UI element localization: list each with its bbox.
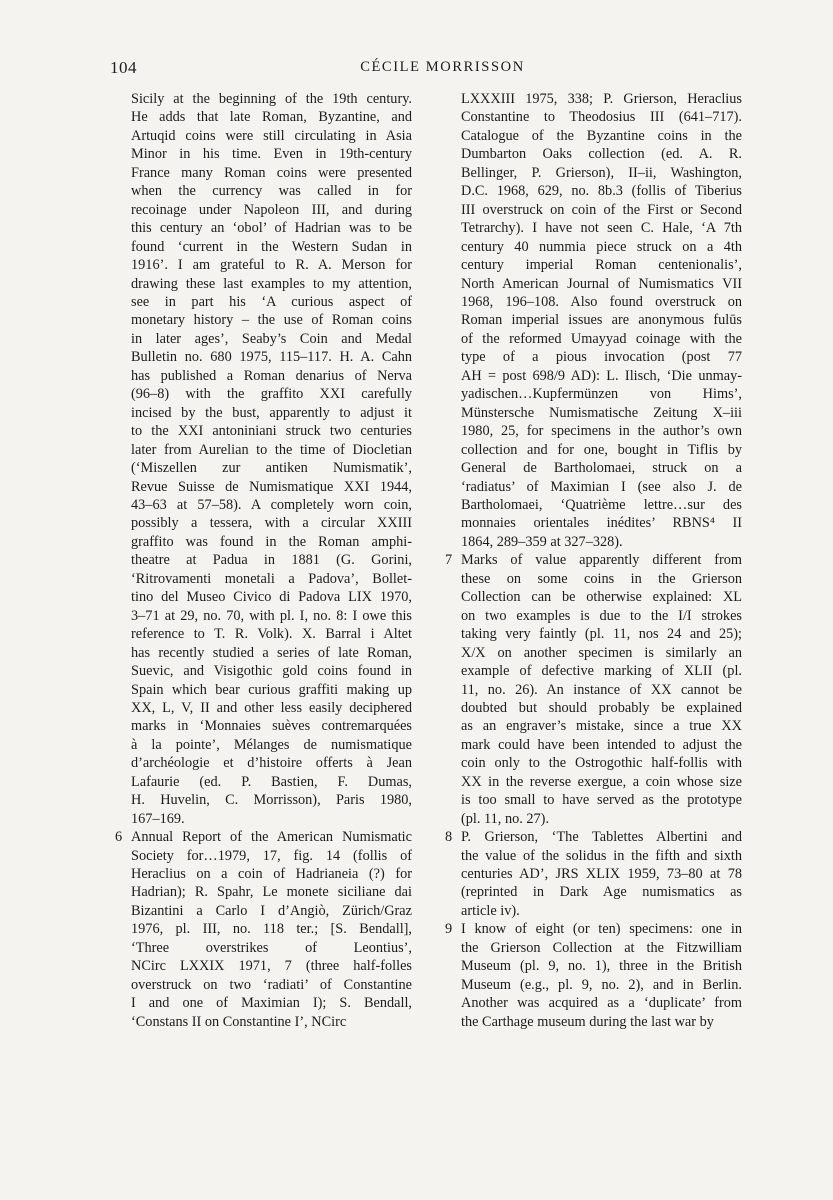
text-line: (96–8) with the graffito XXI carefully (131, 386, 412, 403)
text-line: the Grierson Collection at the Fitzwilliam (461, 939, 742, 956)
text-line: when the currency was called in for (131, 183, 412, 200)
text-line: example of defective marking of XLII (pl. (461, 663, 742, 680)
text-line: P. Grierson, ‘The Tablettes Albertini and (461, 829, 742, 846)
text-line: in later ages’, Seaby’s Coin and Medal (131, 330, 412, 347)
text-line: of the reformed Umayyad coinage with the (461, 330, 742, 347)
left-column (115, 90, 412, 1031)
text-line: later from Aurelian to the time of Diocletian (131, 441, 412, 458)
text-line: Sicily at the beginning of the 19th century. (131, 91, 412, 107)
footnote-number: 9 (445, 921, 453, 938)
text-line: the value of the solidus in the fifth and sixth (461, 847, 742, 864)
running-head (110, 58, 775, 82)
footnote-6 (115, 828, 412, 1031)
text-line: to the XXI antoniniani struck two centuries (131, 423, 412, 440)
footnote-text (461, 920, 742, 1031)
text-line: recoinage under Napoleon III, and during (131, 201, 412, 218)
page-number: 104 (110, 58, 137, 77)
text-line: see in part his ‘A curious aspect of (131, 293, 412, 310)
text-line: mark could have been intended to adjust the (461, 736, 742, 753)
text-line: marks in ‘Monnaies suèves contremarquées (131, 718, 412, 735)
text-line: ‘Three overstrikes of Leontius’, (131, 939, 412, 956)
text-line: 1976, pl. III, no. 118 ter.; [S. Bendall], (131, 921, 412, 938)
text-line: as an engraver’s mistake, since a true XX (461, 718, 742, 735)
text-line: on two examples is due to the I/I strokes (461, 607, 742, 624)
text-line: Annual Report of the American Numismatic (131, 829, 412, 846)
text-line: these on some coins in the Grierson (461, 570, 742, 587)
text-line: Lafaurie (ed. P. Bastien, F. Dumas, (131, 773, 412, 790)
text-line: Marks of value apparently different from (461, 552, 742, 569)
text-line: Museum (pl. 9, no. 1), three in the British (461, 958, 742, 975)
text-line: ‘Ritrovamenti monetali a Padova’, Bollet- (131, 570, 412, 587)
text-line: monnaies orientales inédites’ RBNS⁴ II (461, 515, 742, 532)
running-title: CÉCILE MORRISSON (360, 59, 525, 75)
text-line: century 40 nummia piece struck on a 4th (461, 238, 742, 255)
text-line: I know of eight (or ten) specimens: one in (461, 921, 742, 938)
text-line: Catalogue of the Byzantine coins in the (461, 127, 742, 144)
text-line: has published a Roman denarius of Nerva (131, 367, 412, 384)
text-line: reference to T. R. Volk). X. Barral i Altet (131, 626, 412, 643)
text-line: ‘radiatus’ of Maximian I (see also J. de (461, 478, 742, 495)
text-line: XX, L, V, II and other less easily deciphered (131, 699, 412, 716)
text-line: possibly a tessera, with a circular XXIII (131, 515, 412, 532)
text-line: has recently studied a series of late Roman, (131, 644, 412, 661)
text-line: 1864, 289–359 at 327–328). (461, 533, 623, 550)
text-line: Bartholomaei, ‘Quatrième lettre…sur des (461, 496, 742, 513)
text-line: D.C. 1968, 629, no. 8b.3 (follis of Tiberius (461, 183, 742, 200)
text-line: taking very faintly (pl. 11, nos 24 and 25); (461, 626, 742, 643)
text-line: AH = post 698/9 AD): L. Ilisch, ‘Die unmay- (461, 367, 742, 384)
text-line: collection and for one, bought in Tiflis by (461, 441, 742, 458)
text-line: Minor in his time. Even in 19th-century (131, 146, 412, 163)
text-line: centuries AD’, JRS XLIX 1959, 73–80 at 78 (461, 866, 742, 883)
text-line: the Carthage museum during the last war by (461, 1013, 714, 1030)
text-line: NCirc LXXIX 1971, 7 (three half-folles (131, 958, 412, 975)
text-line: graffito was found in the Roman amphi- (131, 533, 412, 550)
text-line: theatre at Padua in 1881 (G. Gorini, (131, 552, 412, 569)
text-line: article iv). (461, 902, 520, 919)
right-column (445, 90, 742, 1031)
footnote-8 (445, 828, 742, 920)
text-line: North American Journal of Numismatics VII (461, 275, 742, 292)
text-line: France many Roman coins were presented (131, 164, 412, 181)
text-line: XX in the reverse exergue, a coin whose size (461, 773, 742, 790)
text-line: 1968, 196–108. Also found overstruck on (461, 293, 742, 310)
text-line: Another was acquired as a ‘duplicate’ from (461, 995, 742, 1012)
footnote-7 (445, 551, 742, 828)
text-line: à la pointe’, Mélanges de numismatique (131, 736, 412, 753)
text-line: Suevic, and Visigothic gold coins found in (131, 663, 412, 680)
text-line: 43–63 at 57–58). A completely worn coin, (131, 496, 412, 513)
text-line: Bulletin no. 680 1975, 115–117. H. A. Cahn (131, 349, 412, 366)
text-line: Revue Suisse de Numismatique XXI 1944, (131, 478, 412, 495)
text-line: Heraclius on a coin of Hadrianeia (?) for (131, 866, 412, 883)
text-line: Münstersche Numismatische Zeitung X–iii (461, 404, 742, 421)
text-line: Tetrarchy). I have not seen C. Hale, ‘A 7th (461, 220, 742, 237)
text-line: 167–169. (131, 810, 185, 827)
text-line: Bizantini a Carlo I d’Angiò, Zürich/Graz (131, 902, 412, 919)
note-5-continuation (131, 90, 412, 828)
text-line: H. Huvelin, C. Morrisson), Paris 1980, (131, 792, 412, 809)
text-line: Collection can be otherwise explained: XL (461, 589, 742, 606)
text-line: Bellinger, P. Grierson), II–ii, Washington, (461, 164, 742, 181)
text-line: ‘Constans II on Constantine I’, NCirc (131, 1013, 347, 1030)
text-line: Constantine to Theodosius III (641–717). (461, 109, 742, 126)
footnote-number: 6 (115, 829, 123, 846)
text-line: drawing these last examples to my attention, (131, 275, 412, 292)
text-line: is too small to have served as the prototype (461, 792, 742, 809)
text-line: doubted but should probably be explained (461, 699, 742, 716)
text-line: LXXXIII 1975, 338; P. Grierson, Heraclius (461, 91, 742, 107)
text-line: type of a pious invocation (post 77 (461, 349, 742, 366)
text-line: 1916’. I am grateful to R. A. Merson for (131, 257, 412, 274)
text-line: yadischen…Kupfermünzen von Hims’, (461, 386, 742, 403)
text-line: coin only to the Ostrogothic half-follis with (461, 755, 742, 772)
text-line: incised by the bust, apparently to adjust it (131, 404, 412, 421)
footnote-9 (445, 920, 742, 1031)
text-line: (pl. 11, no. 27). (461, 810, 550, 827)
text-line: Roman imperial issues are anonymous fulūs (461, 312, 742, 329)
footnote-number: 8 (445, 829, 453, 846)
text-line: Spain which bear curious graffiti making up (131, 681, 412, 698)
text-line: found ‘current in the Western Sudan in (131, 238, 412, 255)
footnote-text (461, 551, 742, 828)
text-line: Hadrian); R. Spahr, Le monete siciliane dai (131, 884, 412, 901)
text-line: monetary history – the use of Roman coins (131, 312, 412, 329)
text-line: He adds that late Roman, Byzantine, and (131, 109, 412, 126)
text-line: (‘Miszellen zur antiken Numismatik’, (131, 460, 412, 477)
text-line: 11, no. 26). An instance of XX cannot be (461, 681, 742, 698)
text-line: this century an ‘obol’ of Hadrian was to be (131, 220, 412, 237)
text-line: 3–71 at 29, no. 70, with pl. I, no. 8: I owe this (131, 607, 412, 624)
text-line: General de Bartholomaei, struck on a (461, 460, 742, 477)
note-6-continuation (461, 90, 742, 551)
text-line: Dumbarton Oaks collection (ed. A. R. (461, 146, 742, 163)
footnote-text (461, 828, 742, 920)
text-line: overstruck on two ‘radiati’ of Constantine (131, 976, 412, 993)
footnote-number: 7 (445, 552, 453, 569)
text-line: Artuqid coins were still circulating in Asia (131, 127, 412, 144)
text-line: (reprinted in Dark Age numismatics as (461, 884, 742, 901)
text-line: X/X on another specimen is similarly an (461, 644, 742, 661)
text-line: tino del Museo Civico di Padova LIX 1970, (131, 589, 412, 606)
text-line: 1980, 25, for specimens in the author’s own (461, 423, 742, 440)
text-line: d’archéologie et d’histoire offerts à Jean (131, 755, 412, 772)
text-line: Museum (e.g., pl. 9, no. 2), and in Berlin. (461, 976, 742, 993)
text-line: III overstruck on coin of the First or Second (461, 201, 742, 218)
text-line: I and one of Maximian I); S. Bendall, (131, 995, 412, 1012)
text-line: century imperial Roman centenionalis’, (461, 257, 742, 274)
text-line: Society for…1979, 17, fig. 14 (follis of (131, 847, 412, 864)
footnote-text (131, 828, 412, 1031)
